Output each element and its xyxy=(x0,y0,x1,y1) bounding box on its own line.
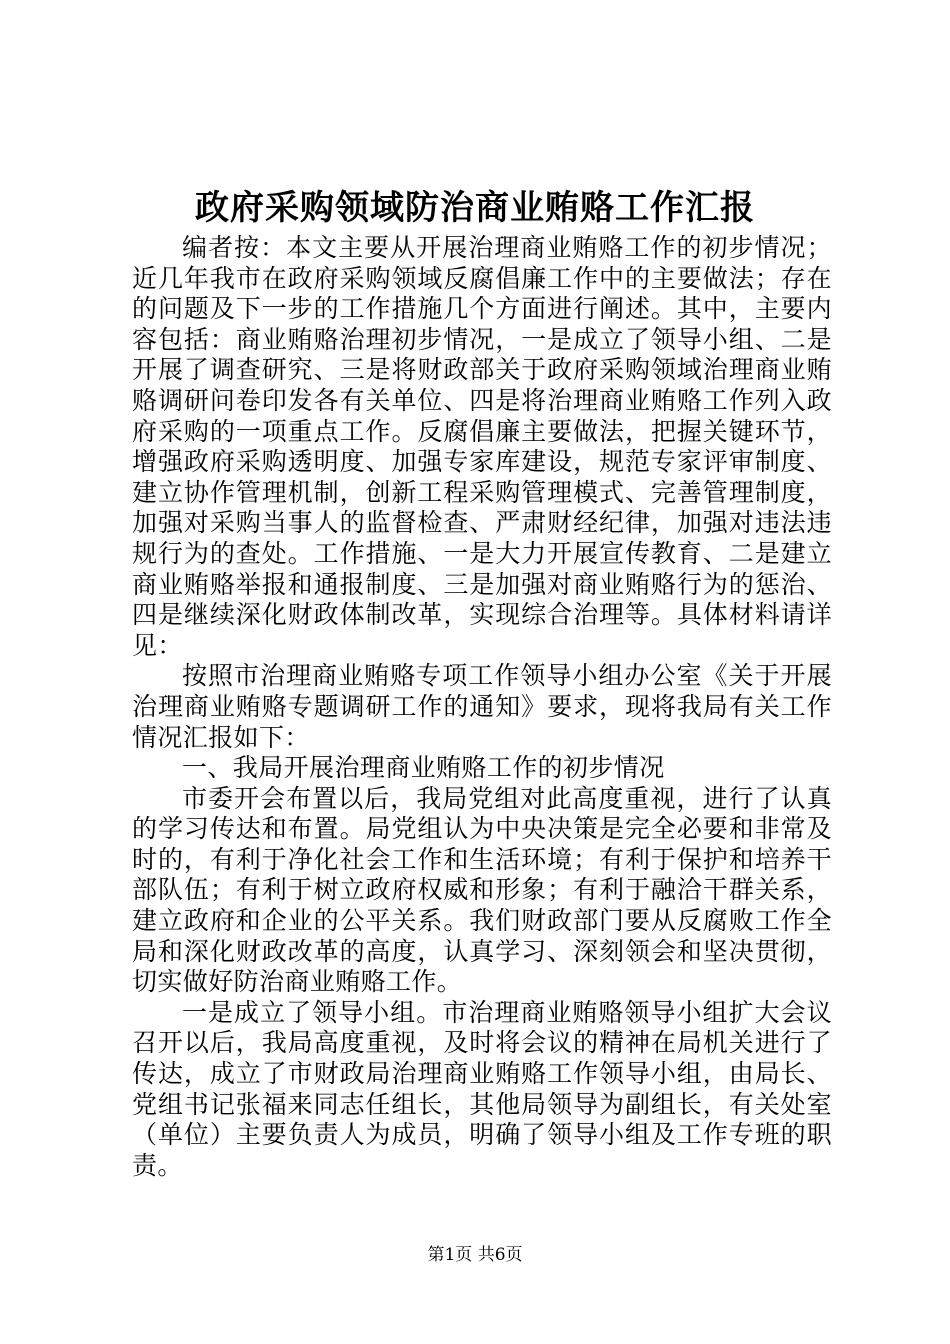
body-paragraph: 一是成立了领导小组。市治理商业贿赂领导小组扩大会议召开以后，我局高度重视，及时将会议的精神在局机关进行了传达，成立了市财政局治理商业贿赂工作领导小组，由局长、党组书记张福来同志任组长，其他局领导为副组长，有关处室（单位）主要负责人为成员，明确了领导小组及工作专班的职责。 xyxy=(132,997,832,1180)
document-title: 政府采购领域防治商业贿赂工作汇报 xyxy=(195,188,755,228)
section-heading: 一、我局开展治理商业贿赂工作的初步情况 xyxy=(182,753,665,783)
intro-paragraph: 按照市治理商业贿赂专项工作领导小组办公室《关于开展治理商业贿赂专题调研工作的通知》要求，现将我局有关工作情况汇报如下： xyxy=(132,661,832,752)
editor-note-paragraph: 编者按：本文主要从开展治理商业贿赂工作的初步情况；近几年我市在政府采购领域反腐倡廉工作中的主要做法；存在的问题及下一步的工作措施几个方面进行阐述。其中，主要内容包括：商业贿赂治理初步情况，一是成立了领导小组、二是开展了调查研究、三是将财政部关于政府采购领域治理商业贿赂调研问卷印发各有关单位、四是将治理商业贿赂工作列入政府采购的一项重点工作。反腐倡廉主要做法，把握关键环节，增强政府采购透明度、加强专家库建设，规范专家评审制度、建立协作管理机制，创新工程采购管理模式、完善管理制度，加强对采购当事人的监督检查、严肃财经纪律，加强对违法违规行为的查处。工作措施、一是大力开展宣传教育、二是建立商业贿赂举报和通报制度、三是加强对商业贿赂行为的惩治、四是继续深化财政体制改革，实现综合治理等。具体材料请详见： xyxy=(132,233,832,660)
page-footer: 第1页 共6页 xyxy=(427,1245,523,1265)
document-body xyxy=(132,233,832,1181)
body-paragraph: 市委开会布置以后，我局党组对此高度重视，进行了认真的学习传达和布置。局党组认为中央决策是完全必要和非常及时的，有利于净化社会工作和生活环境；有利于保护和培养干部队伍；有利于树立政府权威和形象；有利于融洽干群关系，建立政府和企业的公平关系。我们财政部门要从反腐败工作全局和深化财政改革的高度，认真学习、深刻领会和坚决贯彻，切实做好防治商业贿赂工作。 xyxy=(132,783,832,997)
